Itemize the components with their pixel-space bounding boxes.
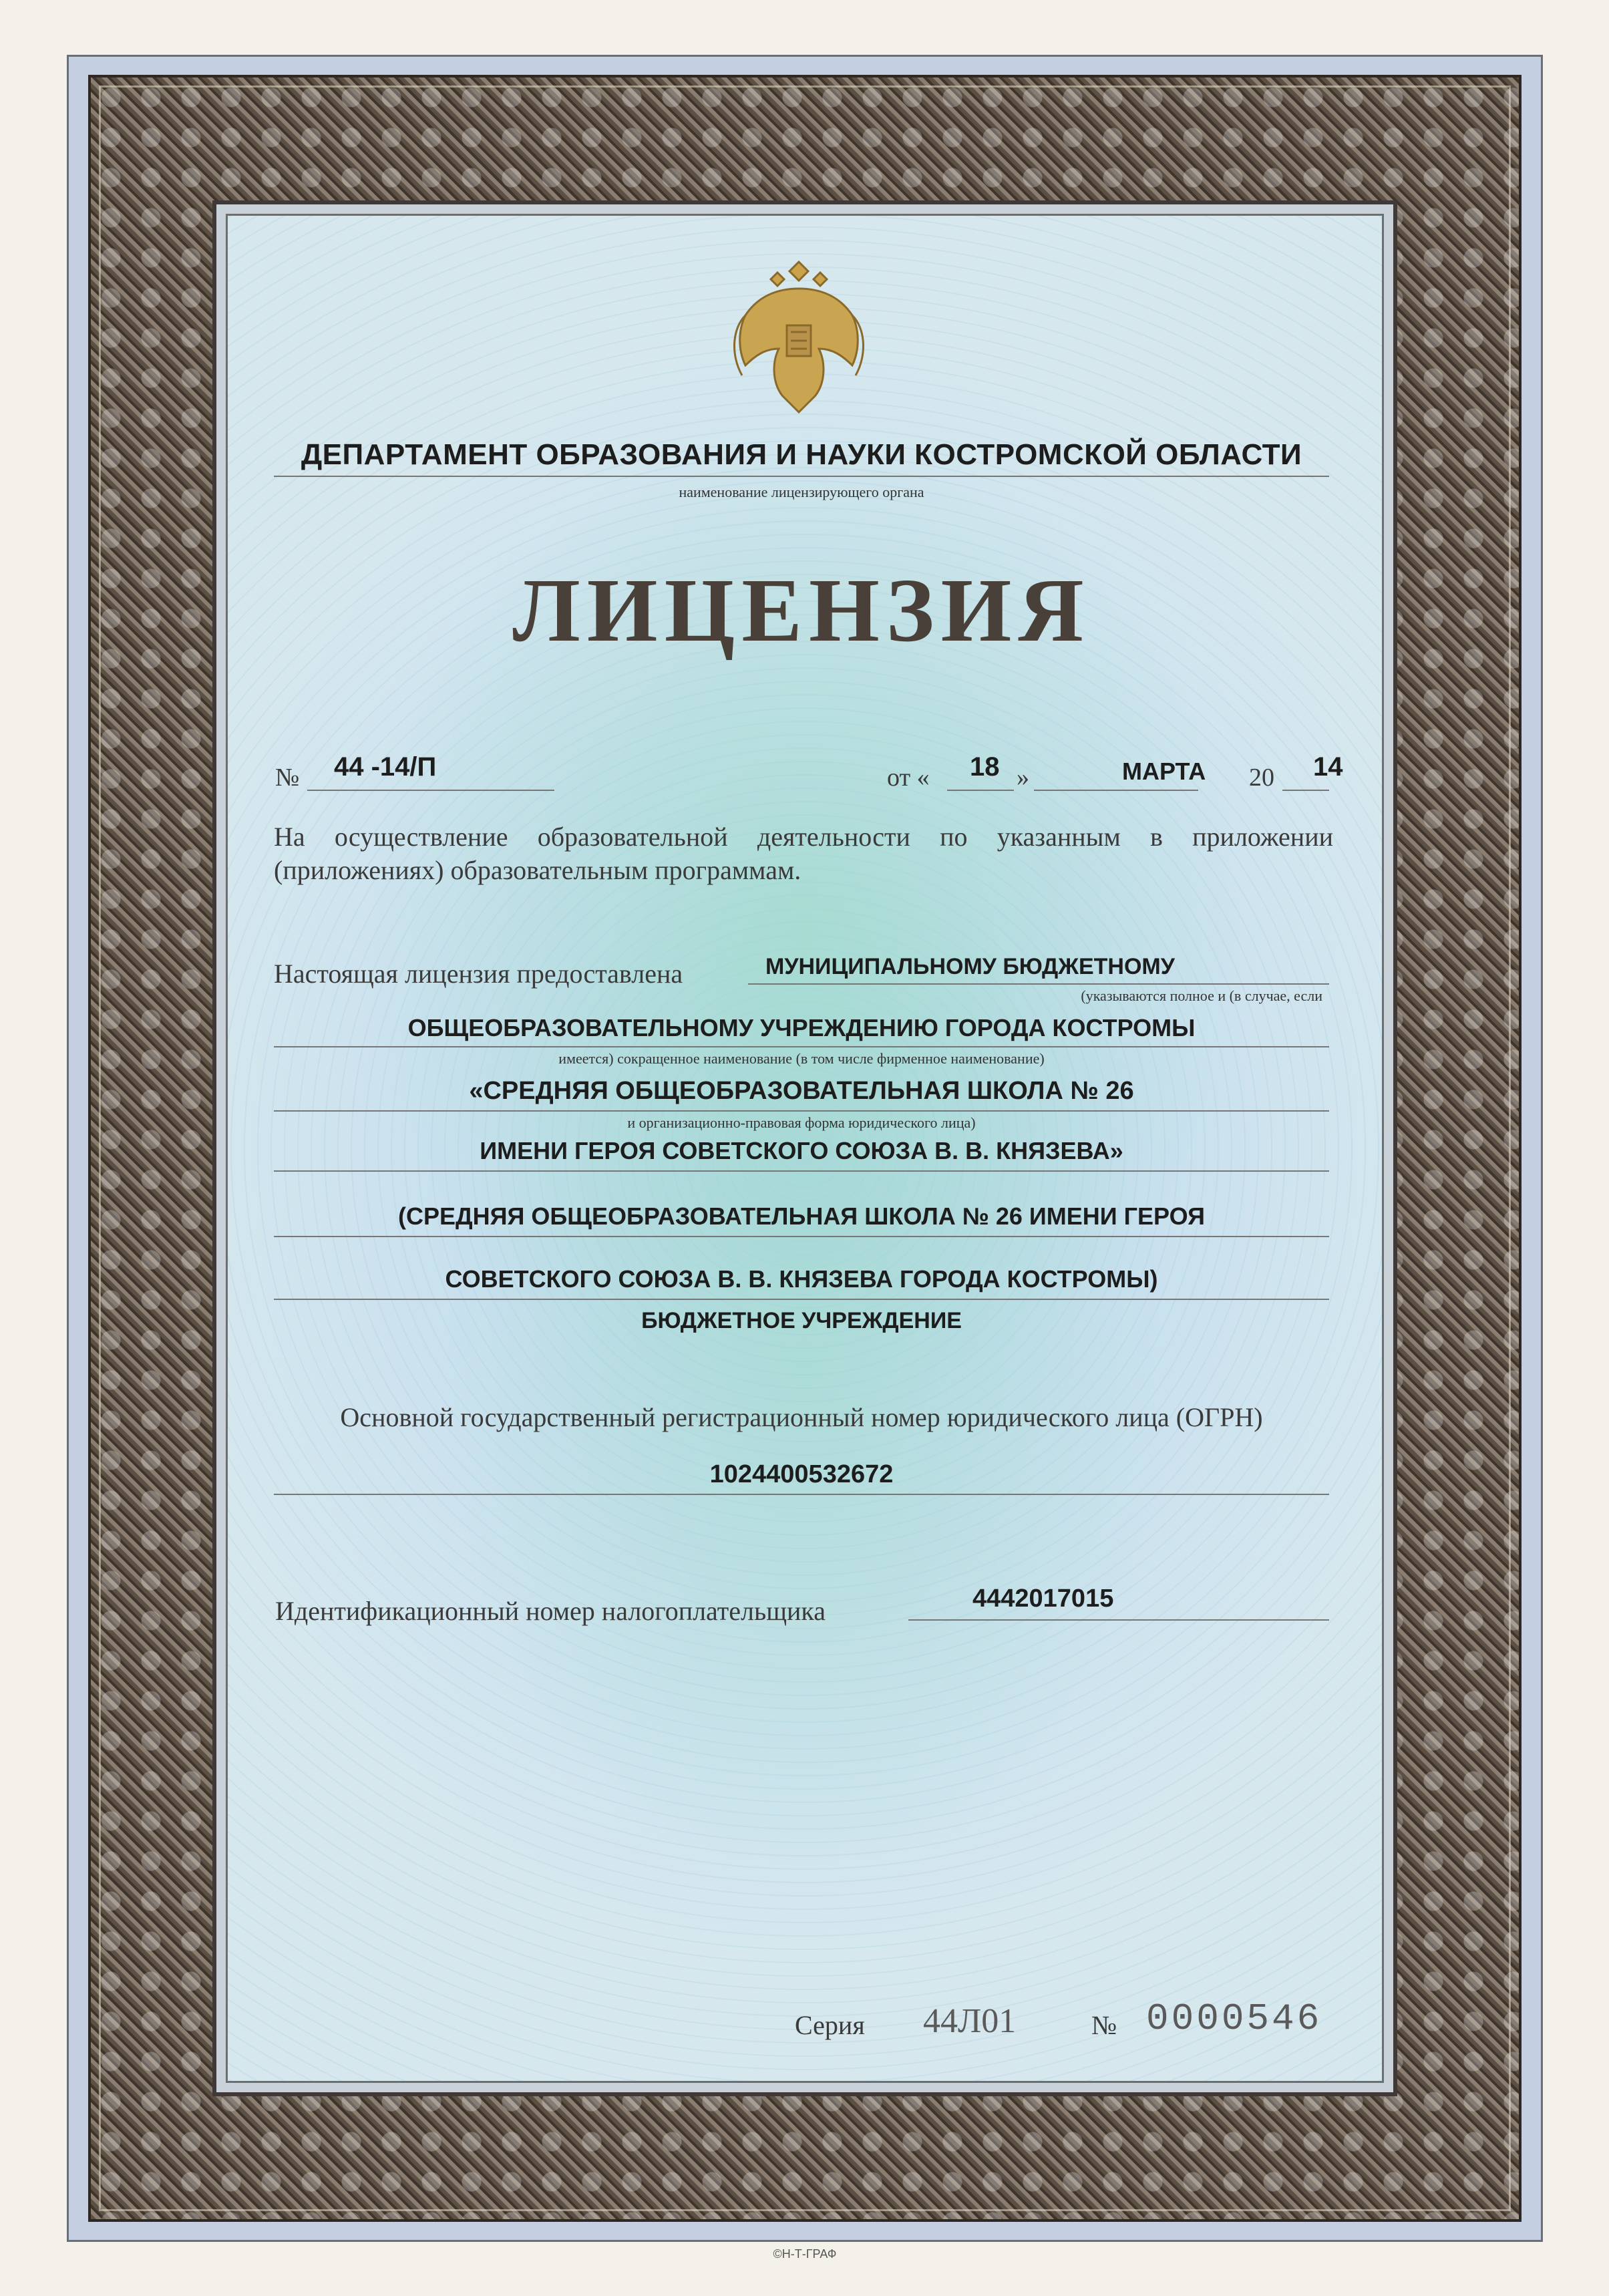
date-day-line <box>947 790 1014 791</box>
licensee-line-1-rule <box>748 983 1329 985</box>
licensee-line-3-rule <box>274 1110 1329 1112</box>
date-year-suffix: 14 <box>1313 752 1343 782</box>
date-close-quote: » <box>1017 764 1029 792</box>
licensee-label: Настоящая лицензия предоставлена <box>274 959 683 989</box>
license-number-prefix: № <box>275 764 300 792</box>
licensee-line-1: МУНИЦИПАЛЬНОМУ БЮДЖЕТНОМУ <box>765 954 1175 979</box>
authority-underline <box>274 476 1329 477</box>
series-number-prefix: № <box>1091 2010 1117 2040</box>
ogrn-value: 1024400532672 <box>709 1460 894 1488</box>
date-prefix: от « <box>887 764 930 792</box>
date-month: МАРТА <box>1122 758 1206 785</box>
license-purpose: На осуществление образовательной деятельности по указанным в приложении (приложениях) образовательным программам. <box>274 822 1333 885</box>
series-label: Серия <box>795 2010 865 2040</box>
licensee-caption-3: и организационно-правовая форма юридического лица) <box>627 1114 976 1131</box>
date-year-prefix: 20 <box>1249 764 1274 792</box>
licensee-line-2: ОБЩЕОБРАЗОВАТЕЛЬНОМУ УЧРЕЖДЕНИЮ ГОРОДА КОСТРОМЫ <box>407 1014 1196 1041</box>
date-month-line <box>1034 790 1198 791</box>
licensee-line-6: СОВЕТСКОГО СОЮЗА В. В. КНЯЗЕВА ГОРОДА КОСТРОМЫ) <box>445 1265 1158 1293</box>
series-number: 0000546 <box>1146 1997 1322 2040</box>
licensee-line-4-rule <box>274 1170 1329 1172</box>
licensee-line-4: ИМЕНИ ГЕРОЯ СОВЕТСКОГО СОЮЗА В. В. КНЯЗЕВА» <box>480 1137 1123 1164</box>
licensee-line-2-rule <box>274 1046 1329 1047</box>
inn-rule <box>908 1619 1329 1621</box>
licensee-line-5: (СРЕДНЯЯ ОБЩЕОБРАЗОВАТЕЛЬНАЯ ШКОЛА № 26 ИМЕНИ ГЕРОЯ <box>397 1202 1205 1230</box>
ogrn-rule <box>274 1494 1329 1495</box>
licensee-line-6-rule <box>274 1299 1329 1300</box>
ogrn-label: Основной государственный регистрационный номер юридического лица (ОГРН) <box>340 1402 1263 1432</box>
russian-coat-of-arms-icon <box>719 249 879 422</box>
date-day: 18 <box>970 752 1000 782</box>
authority-caption: наименование лицензирующего органа <box>679 484 924 500</box>
printer-mark: ©Н-Т-ГРАФ <box>773 2247 837 2261</box>
licensee-caption-1: (указываются полное и (в случае, если <box>1081 987 1322 1004</box>
licensing-authority-name: ДЕПАРТАМЕНТ ОБРАЗОВАНИЯ И НАУКИ КОСТРОМСКОЙ ОБЛАСТИ <box>301 438 1302 471</box>
license-number-line <box>307 790 554 791</box>
license-number-value: 44 -14/П <box>334 752 437 782</box>
licensee-line-3: «СРЕДНЯЯ ОБЩЕОБРАЗОВАТЕЛЬНАЯ ШКОЛА № 26 <box>469 1077 1134 1105</box>
date-year-line <box>1282 790 1329 791</box>
licensee-caption-2: имеется) сокращенное наименование (в том числе фирменное наименование) <box>558 1050 1045 1067</box>
series-value: 44Л01 <box>923 2002 1017 2040</box>
licensee-line-7: БЮДЖЕТНОЕ УЧРЕЖДЕНИЕ <box>641 1308 962 1333</box>
inn-label: Идентификационный номер налогоплательщика <box>275 1596 826 1626</box>
licensee-line-5-rule <box>274 1236 1329 1237</box>
document-title: ЛИЦЕНЗИЯ <box>512 560 1091 661</box>
inn-value: 4442017015 <box>972 1585 1114 1613</box>
